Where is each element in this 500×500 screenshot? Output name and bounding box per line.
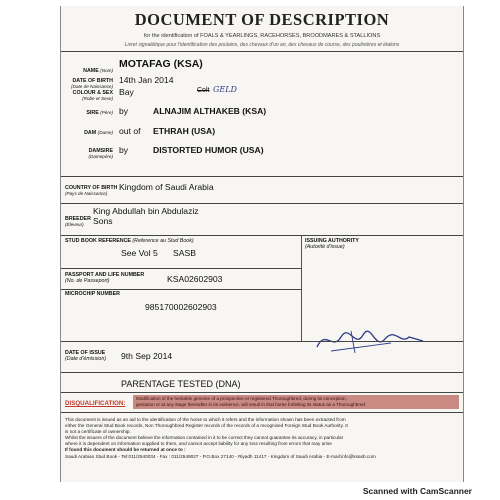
sire-label: SIRE (Père) <box>86 110 113 116</box>
camscanner-watermark: Scanned with CamScanner <box>362 486 472 496</box>
parentage-tested: PARENTAGE TESTED (DNA) <box>121 379 241 389</box>
horse-name: MOTAFAG (KSA) <box>119 58 203 70</box>
damsire-prefix: by <box>119 145 129 155</box>
sex-struck: Colt <box>197 87 210 94</box>
disqualification-label: DISQUALIFICATION: <box>65 400 126 407</box>
authority-label: ISSUING AUTHORITY (Autorité d'issue) <box>305 238 359 250</box>
dam-label: DAM (Dame) <box>84 130 113 136</box>
name-label: NAME (Nom) <box>83 68 113 74</box>
sex-handwritten: GELD <box>213 85 237 94</box>
document-subtitle-fr: Livret signalétique pour l'identification des poulains, des chevaux d'un an, des chevaux de course, des poulinières et étalons <box>124 42 400 48</box>
divider <box>61 412 463 413</box>
dam-value: ETHRAH (USA) <box>153 126 216 136</box>
microchip-value: 985170002602903 <box>145 302 217 312</box>
divider <box>61 51 463 52</box>
passport-label: PASSPORT AND LIFE NUMBER (No. de Passeport) <box>65 272 145 284</box>
disqualification-text: Modification of the heritable genome of a prospective or registered Thoroughbred, during its conception, gestation or at any stage thereafter in its existence, will result in that horse forfeiting its status as a Thoroughbred <box>133 395 459 409</box>
divider <box>61 203 463 204</box>
sire-value: ALNAJIM ALTHAKEB (KSA) <box>153 106 267 116</box>
passport-value: KSA02602903 <box>167 274 223 284</box>
divider <box>61 289 301 290</box>
dam-prefix: out of <box>119 126 141 136</box>
document-subtitle: for the identification of FOALS & YEARLINGS, RACEHORSES, BROODMARES & STALLIONS <box>143 33 381 39</box>
divider <box>61 176 463 177</box>
divider <box>61 392 463 393</box>
document-title: DOCUMENT OF DESCRIPTION <box>134 10 390 29</box>
document-sheet <box>60 6 464 482</box>
dob-value: 14th Jan 2014 <box>119 75 174 85</box>
colour-label: COLOUR & SEX (Robe et Sexe) <box>72 90 113 101</box>
breeder-value-line1: King Abdullah bin Abdulaziz <box>93 206 199 216</box>
damsire-value: DISTORTED HUMOR (USA) <box>153 145 264 155</box>
dob-label: DATE OF BIRTH (Date de Naissance) <box>71 78 113 89</box>
sire-prefix: by <box>119 106 129 116</box>
divider <box>61 341 463 342</box>
colour-value: Bay <box>119 87 134 97</box>
studbook-value: See Vol 5 <box>121 248 158 258</box>
country-label: COUNTRY OF BIRTH (Pays de Naissance) <box>65 185 118 196</box>
divider <box>61 235 463 236</box>
breeder-value-line2: Sons <box>93 216 113 226</box>
studbook-label: STUD BOOK REFERENCE (Reference au Stud Book) <box>65 238 194 244</box>
microchip-label: MICROCHIP NUMBER <box>65 291 120 297</box>
studbook-value2: SASB <box>173 248 196 258</box>
divider <box>61 268 301 269</box>
issue-value: 9th Sep 2014 <box>121 351 173 361</box>
issue-label: DATE OF ISSUE (Date d'émission) <box>65 350 107 362</box>
footer-notice: This document is issued as an aid to the identification of the horse to which it refers and the information shown has been extracted from either the General Stud Book records, Non Thoroughbred Register records of the records of a recognised Foreign Stud Book Authority. It is not a certificate of ownership. Whilst the issuers of the document believe the information contained in it to be correct they cannot guarantee its accuracy, in particular where it is dependent on information supplied to them, and cannot accept liability for any loss resulting from errors that may arise If found this document should be returned at once to : Saudi Arabian Stud Book - Tel:011/2540034 - Fax : 011/2549027 - P.O.Box 27140 - Riyadh 11417 - Kingdom of Saudi Arabia - E-mail:info@ksasb.com <box>65 417 376 459</box>
divider <box>61 372 463 373</box>
country-value: Kingdom of Saudi Arabia <box>119 182 214 192</box>
damsire-label: DAMSIRE (Damepère) <box>88 148 113 159</box>
breeder-label: BREEDER (Éleveur) <box>65 216 91 227</box>
column-divider <box>301 235 302 341</box>
